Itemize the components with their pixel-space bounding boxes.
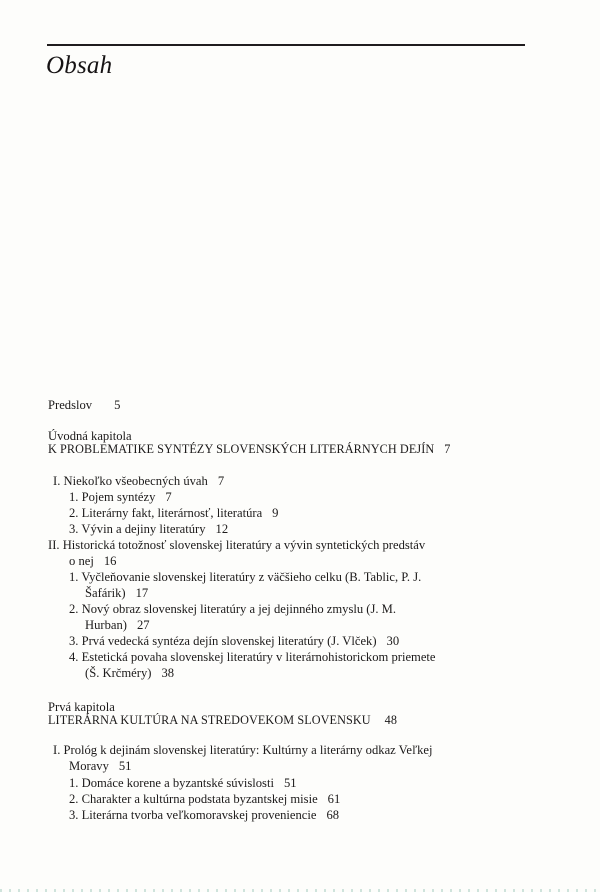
item-number: 2. [69, 792, 79, 806]
section-text-cont: o nej [69, 554, 94, 568]
item-text: Estetická povaha slovenskej literatúry v literárnohistorickom priemete [81, 650, 436, 664]
chapter-label: Prvá kapitola [48, 700, 115, 714]
toc-section-continuation [69, 759, 131, 775]
section-text: Prológ k dejinám slovenskej literatúry: Kultúrny a literárny odkaz Veľkej [63, 743, 433, 757]
page-number: 68 [326, 808, 340, 822]
section-text-cont: Moravy [69, 759, 109, 773]
toc-item-continuation [85, 666, 174, 682]
section-number: II. [48, 538, 60, 552]
item-number: 1. [69, 570, 79, 584]
page-number: 51 [283, 776, 297, 790]
item-text: Vývin a dejiny literatúry [81, 522, 206, 536]
item-number: 3. [69, 522, 79, 536]
section-number: I. [53, 743, 61, 757]
page-number: 38 [161, 666, 175, 680]
chapter-heading-text: LITERÁRNA KULTÚRA NA STREDOVEKOM SLOVENSKU [48, 713, 371, 727]
item-number: 2. [69, 506, 79, 520]
section-number: I. [53, 474, 61, 488]
page-number: 17 [135, 586, 149, 600]
page-number: 7 [217, 474, 225, 488]
item-text: Literárny fakt, literárnosť, literatúra [81, 506, 263, 520]
page-title: Obsah [46, 52, 113, 79]
chapter-label: Úvodná kapitola [48, 429, 132, 443]
entry-text: Predslov [48, 398, 93, 412]
item-text: Nový obraz slovenskej literatúry a jej dejinného zmyslu (J. M. [81, 602, 397, 616]
page-number: 5 [114, 398, 121, 412]
page-number: 12 [215, 522, 229, 536]
toc-item-continuation [85, 618, 150, 634]
toc-item [69, 776, 297, 792]
item-text: Literárna tvorba veľkomoravskej proveniencie [81, 808, 317, 822]
item-text: Vyčleňovanie slovenskej literatúry z väčšieho celku (B. Tablic, P. J. [81, 570, 422, 584]
page-number: 51 [118, 759, 132, 773]
toc-item-continuation [85, 586, 148, 602]
page-number: 61 [327, 792, 341, 806]
toc-section [48, 538, 425, 554]
item-number: 3. [69, 808, 79, 822]
toc-item [69, 650, 436, 666]
section-text: Niekoľko všeobecných úvah [63, 474, 208, 488]
toc-section-continuation [69, 554, 116, 570]
chapter-heading [48, 442, 450, 458]
page-number: 48 [384, 713, 398, 727]
chapter-heading [48, 713, 397, 729]
item-text: Pojem syntézy [81, 490, 156, 504]
toc-item [69, 792, 340, 808]
toc-item [69, 490, 172, 506]
item-text: Domáce korene a byzantské súvislosti [81, 776, 274, 790]
item-text: Prvá vedecká syntéza dejín slovenskej literatúry (J. Vlček) [81, 634, 377, 648]
page-number: 16 [103, 554, 117, 568]
toc-item [69, 506, 278, 522]
toc-item [69, 634, 399, 650]
toc-section [53, 743, 432, 759]
item-number: 1. [69, 776, 79, 790]
chapter-heading-text: K PROBLEMATIKE SYNTÉZY SLOVENSKÝCH LITERÁRNYCH DEJÍN [48, 442, 435, 456]
toc-item [69, 808, 339, 824]
toc-entry-predslov [48, 398, 120, 414]
item-number: 2. [69, 602, 79, 616]
page-number: 30 [386, 634, 400, 648]
header-rule [47, 44, 525, 46]
toc-item [69, 522, 228, 538]
item-number: 4. [69, 650, 79, 664]
page-number: 27 [136, 618, 150, 632]
toc-section [53, 474, 224, 490]
page-number: 7 [165, 490, 172, 504]
section-text: Historická totožnosť slovenskej literatúry a vývin syntetických predstáv [62, 538, 426, 552]
page-number: 9 [272, 506, 279, 520]
item-number: 3. [69, 634, 79, 648]
item-text-cont: (Š. Krčméry) [85, 666, 152, 680]
item-text-cont: Šafárik) [85, 586, 126, 600]
item-text-cont: Hurban) [85, 618, 127, 632]
toc-item [69, 570, 421, 586]
page-number: 7 [444, 442, 451, 456]
item-number: 1. [69, 490, 79, 504]
toc-item [69, 602, 396, 618]
item-text: Charakter a kultúrna podstata byzantskej misie [81, 792, 318, 806]
